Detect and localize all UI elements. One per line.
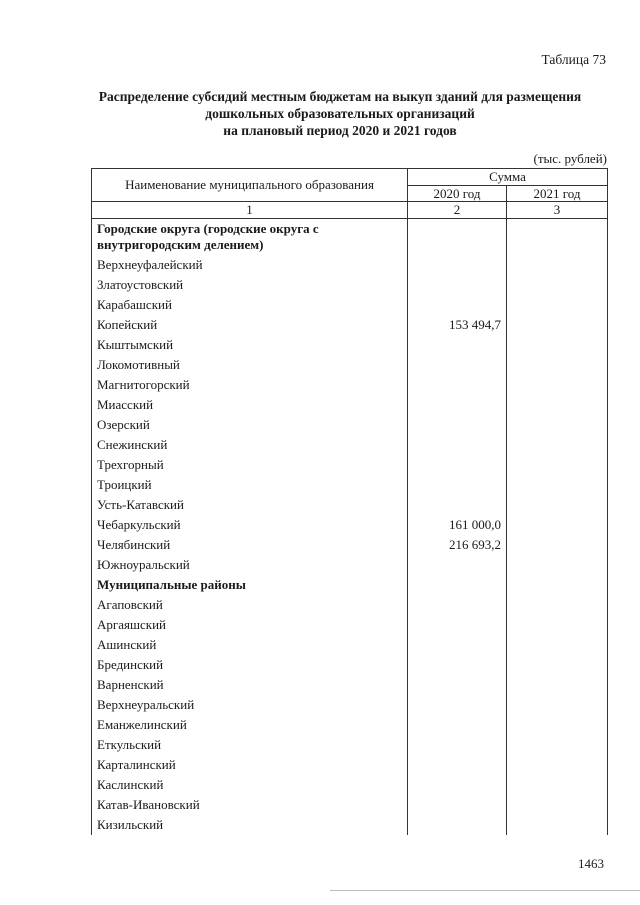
title-line: дошкольных образовательных организаций [205,106,475,121]
table-row [92,815,608,835]
value-2020 [408,795,507,815]
table-row [92,395,608,415]
value-2020 [408,455,507,475]
value-2021 [507,455,608,475]
value-2021 [507,595,608,615]
column-number: 2 [408,202,507,219]
table-row [92,755,608,775]
value-2021 [507,615,608,635]
table-row [92,295,608,315]
value-2020 [408,815,507,835]
municipality-name: Брединский [92,655,408,675]
value-2020 [408,295,507,315]
table-row [92,655,608,675]
table-row [92,595,608,615]
municipality-name: Трехгорный [92,455,408,475]
value-2021 [507,295,608,315]
header-name-column: Наименование муниципального образования [92,169,408,202]
column-number: 3 [507,202,608,219]
title-line: на плановый период 2020 и 2021 годов [223,123,457,138]
value-2021 [507,475,608,495]
municipality-name: Локомотивный [92,355,408,375]
municipality-name: Златоустовский [92,275,408,295]
subsidy-table [91,168,608,835]
value-2020 [408,355,507,375]
value-2021 [507,735,608,755]
municipality-name: Катав-Ивановский [92,795,408,815]
value-2020 [408,655,507,675]
title-line: Распределение субсидий местным бюджетам на выкуп зданий для размещения [98,89,582,104]
municipality-name: Еманжелинский [92,715,408,735]
table-row [92,415,608,435]
value-2021 [507,219,608,256]
value-2020 [408,635,507,655]
value-2021 [507,695,608,715]
table-row [92,775,608,795]
header-sum: Сумма [408,169,608,186]
table-row [92,495,608,515]
value-2020 [408,755,507,775]
table-number: Таблица 73 [541,52,606,67]
value-2021 [507,255,608,275]
table-row [92,375,608,395]
value-2021 [507,575,608,595]
table-row [92,255,608,275]
municipality-name: Снежинский [92,435,408,455]
table-row [92,795,608,815]
value-2021 [507,515,608,535]
value-2020 [408,435,507,455]
value-2020 [408,275,507,295]
units-label: (тыс. рублей) [533,151,607,166]
value-2021 [507,495,608,515]
municipality-name: Усть-Катавский [92,495,408,515]
table-row [92,535,608,555]
table-row [92,715,608,735]
table-row [92,455,608,475]
value-2021 [507,395,608,415]
value-2021 [507,775,608,795]
municipality-name: Озерский [92,415,408,435]
municipality-name: Муниципальные районы [92,575,408,595]
value-2021 [507,555,608,575]
table-row [92,575,608,595]
value-2020 [408,495,507,515]
value-2020: 216 693,2 [408,535,507,555]
value-2020 [408,735,507,755]
table-row [92,555,608,575]
municipality-name: Челябинский [92,535,408,555]
value-2021 [507,375,608,395]
value-2020 [408,575,507,595]
value-2020 [408,375,507,395]
table-row [92,475,608,495]
header-year-2020: 2020 год [408,185,507,202]
value-2020: 161 000,0 [408,515,507,535]
table-title [80,88,600,139]
table-row [92,435,608,455]
municipality-name: Карталинский [92,755,408,775]
value-2020 [408,715,507,735]
column-number: 1 [92,202,408,219]
value-2020 [408,595,507,615]
value-2020 [408,675,507,695]
municipality-name: Копейский [92,315,408,335]
table-row [92,515,608,535]
table-body [92,219,608,836]
municipality-name: Верхнеуральский [92,695,408,715]
municipality-name: Южноуральский [92,555,408,575]
header-year-2021: 2021 год [507,185,608,202]
value-2021 [507,755,608,775]
value-2020 [408,415,507,435]
value-2020 [408,775,507,795]
page-number: 1463 [578,856,604,871]
municipality-name: Верхнеуфалейский [92,255,408,275]
municipality-name: Агаповский [92,595,408,615]
value-2020 [408,255,507,275]
value-2021 [507,795,608,815]
page-divider [330,890,640,891]
value-2021 [507,275,608,295]
table-row [92,635,608,655]
value-2021 [507,675,608,695]
table-row [92,675,608,695]
value-2021 [507,335,608,355]
value-2021 [507,655,608,675]
municipality-name: Ашинский [92,635,408,655]
table-row [92,615,608,635]
value-2020 [408,335,507,355]
municipality-name: Чебаркульский [92,515,408,535]
table-row [92,695,608,715]
value-2020 [408,475,507,495]
municipality-name: Варненский [92,675,408,695]
table-row [92,275,608,295]
table-row [92,335,608,355]
value-2020 [408,219,507,256]
value-2021 [507,535,608,555]
municipality-name: Миасский [92,395,408,415]
municipality-name: Еткульский [92,735,408,755]
municipality-name: Аргаяшский [92,615,408,635]
municipality-name: Кизильский [92,815,408,835]
municipality-name: Карабашский [92,295,408,315]
value-2020 [408,695,507,715]
table-row [92,219,608,256]
municipality-name: Городские округа (городские округа с внутригородским делением) [92,219,408,256]
value-2021 [507,355,608,375]
value-2021 [507,815,608,835]
municipality-name: Кыштымский [92,335,408,355]
value-2021 [507,635,608,655]
table-row [92,355,608,375]
municipality-name: Магнитогорский [92,375,408,395]
value-2020 [408,555,507,575]
value-2021 [507,415,608,435]
value-2020 [408,395,507,415]
table-row [92,735,608,755]
municipality-name: Каслинский [92,775,408,795]
value-2021 [507,715,608,735]
municipality-name: Троицкий [92,475,408,495]
table-row [92,315,608,335]
value-2020 [408,615,507,635]
value-2020: 153 494,7 [408,315,507,335]
value-2021 [507,435,608,455]
value-2021 [507,315,608,335]
